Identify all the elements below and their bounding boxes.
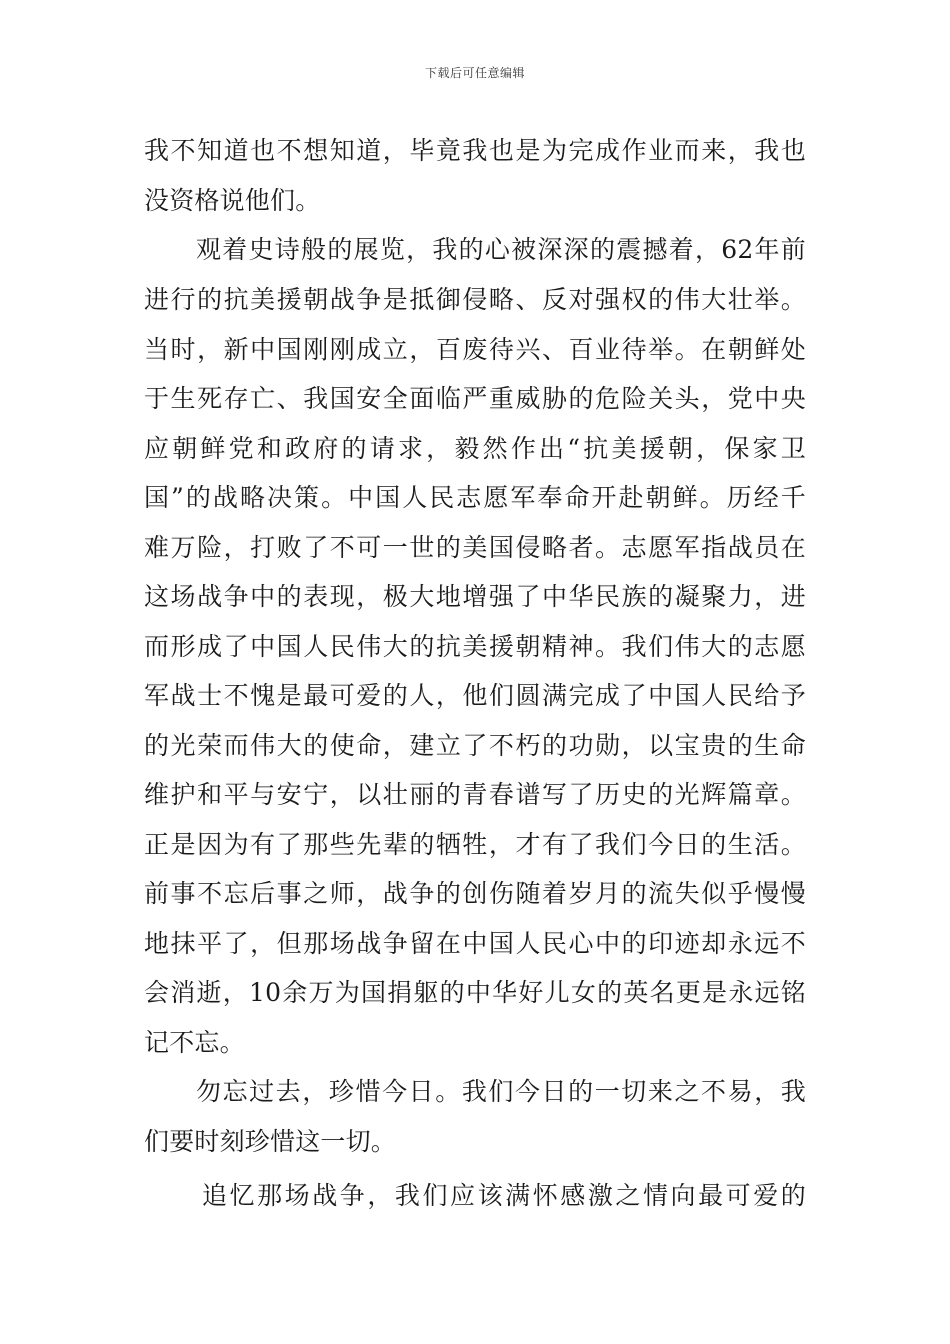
body-line: 勿忘过去，珍惜今日。我们今日的一切来之不易，我 — [196, 1077, 806, 1106]
body-line: 国”的战略决策。中国人民志愿军奉命开赴朝鲜。历经千 — [144, 483, 806, 512]
body-line: 应朝鲜党和政府的请求，毅然作出“抗美援朝，保家卫 — [144, 434, 806, 463]
body-line: 地抹平了，但那场战争留在中国人民心中的印迹却永远不 — [144, 929, 806, 958]
body-line: 我不知道也不想知道，毕竟我也是为完成作业而来，我也 — [144, 136, 806, 165]
body-line: 没资格说他们。 — [144, 186, 321, 215]
body-line: 记不忘。 — [144, 1028, 245, 1057]
body-line: 前事不忘后事之师，战争的创伤随着岁月的流失似乎慢慢 — [144, 879, 806, 908]
body-line: 当时，新中国刚刚成立，百废待兴、百业待举。在朝鲜处 — [144, 335, 806, 364]
body-line: 进行的抗美援朝战争是抵御侵略、反对强权的伟大壮举。 — [144, 285, 806, 314]
page-header: 下载后可任意编辑 — [424, 66, 525, 80]
body-line: 观着史诗般的展览，我的心被深深的震撼着，62年前 — [196, 235, 806, 264]
body-line: 而形成了中国人民伟大的抗美援朝精神。我们伟大的志愿 — [144, 632, 806, 661]
body-line: 难万险，打败了不可一世的美国侵略者。志愿军指战员在 — [144, 533, 806, 562]
body-line: 维护和平与安宁，以壮丽的青春谱写了历史的光辉篇章。 — [144, 780, 806, 809]
body-line: 的光荣而伟大的使命，建立了不朽的功勋，以宝贵的生命 — [144, 731, 806, 760]
body-line: 会消逝，10余万为国捐躯的中华好儿女的英名更是永远铭 — [144, 978, 806, 1007]
body-line: 军战士不愧是最可爱的人，他们圆满完成了中国人民给予 — [144, 681, 806, 710]
body-line: 们要时刻珍惜这一切。 — [144, 1127, 397, 1156]
body-line: 于生死存亡、我国安全面临严重威胁的危险关头，党中央 — [144, 384, 806, 413]
body-line: 这场战争中的表现，极大地增强了中华民族的凝聚力，进 — [144, 582, 806, 611]
body-line: 正是因为有了那些先辈的牺牲，才有了我们今日的生活。 — [144, 830, 806, 859]
body-line: 追忆那场战争，我们应该满怀感激之情向最可爱的 — [202, 1181, 806, 1210]
